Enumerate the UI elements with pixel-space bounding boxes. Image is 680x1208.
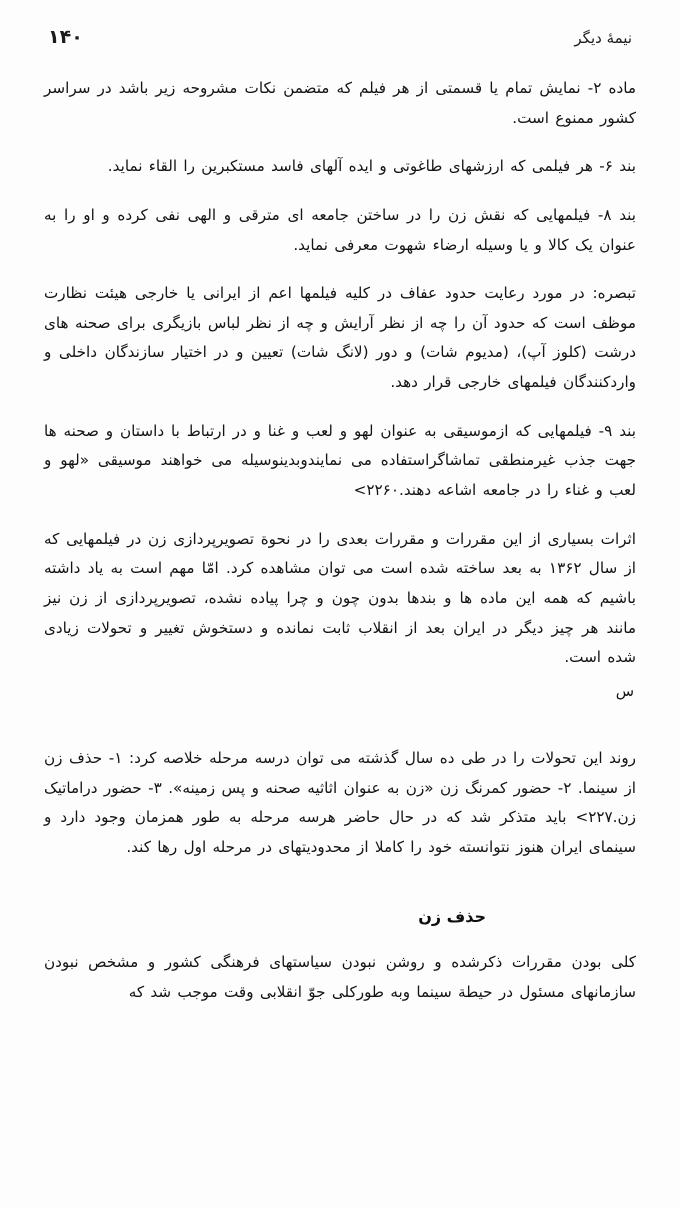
section-heading-hazf-zan: حذف زن	[418, 907, 486, 927]
paragraph-note: تبصره: در مورد رعایت حدود عفاف در کلیه فیلمها اعم از ایرانی یا خارجی هیئت نظارت موظف است که حدود آن را چه از نظر آرایش و چه از نظر لباس بازیگری برای صحنه های درشت (کلوز آپ)، (مدیوم شات) و دور (لانگ شات) تعیین و در اختیار سازندگان داخلی و واردکنندگان فیلمهای خارجی قرار دهد.	[44, 284, 636, 392]
paragraph-effects: اثرات بسیاری از این مقررات و مقررات بعدی را در نحوة تصویرپردازی زن در فیلمهایی که از سال ۱۳۶۲ به بعد ساخته شده است می توان مشاهده کرد. امّا مهم است به یاد داشته باشیم که همه این ماده ها و بندها بدون چون و چرا پیاده نشده، تصویرپردازی از زن نیز مانند هر چیز دیگر در ایران بعد از انقلاب ثابت نمانده و دستخوش تغییر و تحولات زیادی شده است.	[44, 529, 636, 667]
paragraph-clause-9: بند ۹- فیلمهایی که ازموسیقی به عنوان لهو و لعب و غنا و در ارتباط با داستان و صحنه ها جهت جذب غیرمنطقی تماشاگراستفاده می نمایندوبدینوسیله می خواهند موسیقی «لهو و لعب و غناء را در جامعه اشاعه دهند.۲۲۶۰>	[44, 421, 636, 500]
section-gap	[44, 700, 636, 744]
paragraph-clause-8: بند ۸- فیلمهایی که نقش زن را در ساختن جامعه ای مترقی و الهی نفی کرده و او را به عنوان یک کالا و یا وسیله ارضاء شهوت معرفی نماید.	[44, 205, 636, 254]
paragraph-article-2: ماده ۲- نمایش تمام یا قسمتی از هر فیلم که متضمن نکات مشروحه زیر باشد در سراسر کشور ممنوع است.	[44, 79, 637, 127]
paragraph-flourish: س	[615, 681, 634, 700]
page-number: ۱۴۰	[48, 26, 83, 48]
paragraph-three-stages: روند این تحولات را در طی ده سال گذشته می توان درسه مرحله خلاصه کرد: ۱- حذف زن از سینما. ۲- حضور کمرنگ زن «زن به عنوان اثاثیه صحنه و پس زمینه». ۳- حضور دراماتیک زن.۲۲۷> باید متذکر شد که در حال حاضر هرسه مرحله به طور همزمان وجود دارد و سینمای ایران هنوز نتوانسته خود را کاملا از محدودیتهای در مرحله اول رها کند.	[44, 748, 637, 856]
running-title: نیمهٔ دیگر	[574, 29, 632, 47]
page-header	[44, 26, 636, 48]
paragraph-closing: کلی بودن مقررات ذکرشده و روشن نبودن سیاستهای فرهنگی کشور و مشخص نبودن سازمانهای مسئول در حیطة سینما وبه طورکلی جوّ انقلابی وقت موجب شد که	[44, 953, 636, 1002]
paragraph-clause-6: بند ۶- هر فیلمی که ارزشهای طاغوتی و ایده آلهای فاسد مستکبرین را القاء نماید.	[107, 157, 636, 176]
heading-gap	[44, 881, 636, 907]
